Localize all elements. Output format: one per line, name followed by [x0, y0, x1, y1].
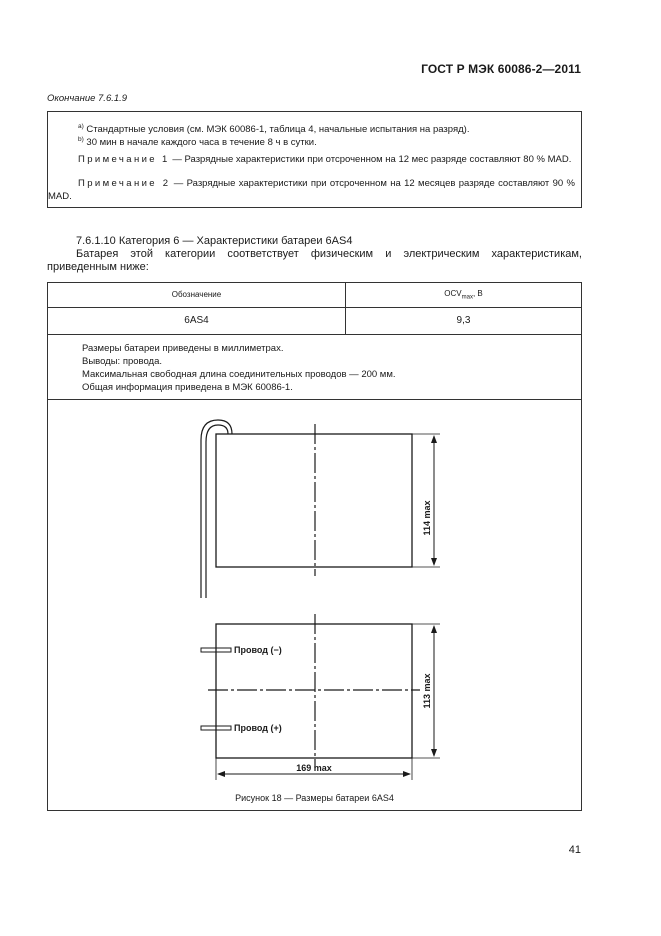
note-2-text: — Разрядные характеристики при отсроченном на 12 месяцев разряде составляют 90 % MAD. [48, 178, 575, 202]
section-intro [47, 248, 582, 274]
dim-arrow [431, 625, 437, 633]
info-line: Размеры батареи приведены в миллиметрах. [82, 343, 284, 354]
section-intro-text: Батарея этой категории соответствует физическим и электрическим характеристикам, приведенным ниже: [47, 248, 582, 273]
dim-label-height-bottom: 113 max [422, 673, 432, 709]
note-2 [48, 177, 581, 203]
dim-label-width: 169 max [296, 763, 332, 773]
cell-ocv-max: 9,3 [456, 315, 471, 326]
cell-designation: 6AS4 [184, 315, 209, 326]
table-row-divider [48, 307, 581, 308]
table-row-divider [48, 334, 581, 335]
col-header-ocv [346, 289, 581, 301]
figure-caption: Рисунок 18 — Размеры батареи 6AS4 [235, 793, 394, 803]
col-header-designation: Обозначение [171, 290, 222, 299]
footnote-a-text: Стандартные условия (см. МЭК 60086-1, таблица 4, начальные испытания на разряд). [86, 124, 470, 135]
dim-arrow [431, 435, 437, 443]
notes-box [47, 111, 582, 208]
dim-label-height-top: 114 max [422, 500, 432, 536]
page-number: 41 [568, 844, 581, 856]
note-1 [48, 153, 581, 166]
battery-drawing [48, 400, 581, 800]
footnote-b-text: 30 мин в начале каждого часа в течение 8 ч в сутки. [86, 137, 317, 148]
ocv-header-unit: , В [472, 289, 483, 298]
battery-body-top [216, 434, 412, 567]
info-line: Выводы: провода. [82, 356, 163, 367]
wire-plus-label: Провод (+) [234, 723, 282, 733]
battery-table [47, 282, 582, 811]
note-1-text: — Разрядные характеристики при отсроченном на 12 мес разряде составляют 80 % MAD. [169, 154, 572, 165]
info-line: Общая информация приведена в МЭК 60086-1. [82, 382, 293, 393]
dim-arrow [403, 771, 411, 777]
dim-arrow [431, 749, 437, 757]
footnote-b-marker: b) [78, 136, 84, 143]
continuation-label: Окончание 7.6.1.9 [47, 93, 128, 104]
dim-arrow [217, 771, 225, 777]
standard-header: ГОСТ Р МЭК 60086-2—2011 [421, 62, 581, 76]
footnote-a-marker: a) [78, 123, 84, 130]
section-heading: 7.6.1.10 Категория 6 — Характеристики батареи 6AS4 [76, 235, 353, 247]
dim-arrow [431, 558, 437, 566]
footnote-b [78, 133, 317, 149]
info-line: Максимальная свободная длина соединительных проводов — 200 мм. [82, 369, 396, 380]
wire-loop [206, 425, 228, 598]
ocv-header-sub: max [461, 294, 473, 301]
note-1-label: Примечание 1 [78, 154, 170, 165]
note-2-label: Примечание 2 [78, 178, 171, 189]
wire-minus-label: Провод (−) [234, 645, 282, 655]
ocv-header-main: OCV [444, 289, 462, 298]
